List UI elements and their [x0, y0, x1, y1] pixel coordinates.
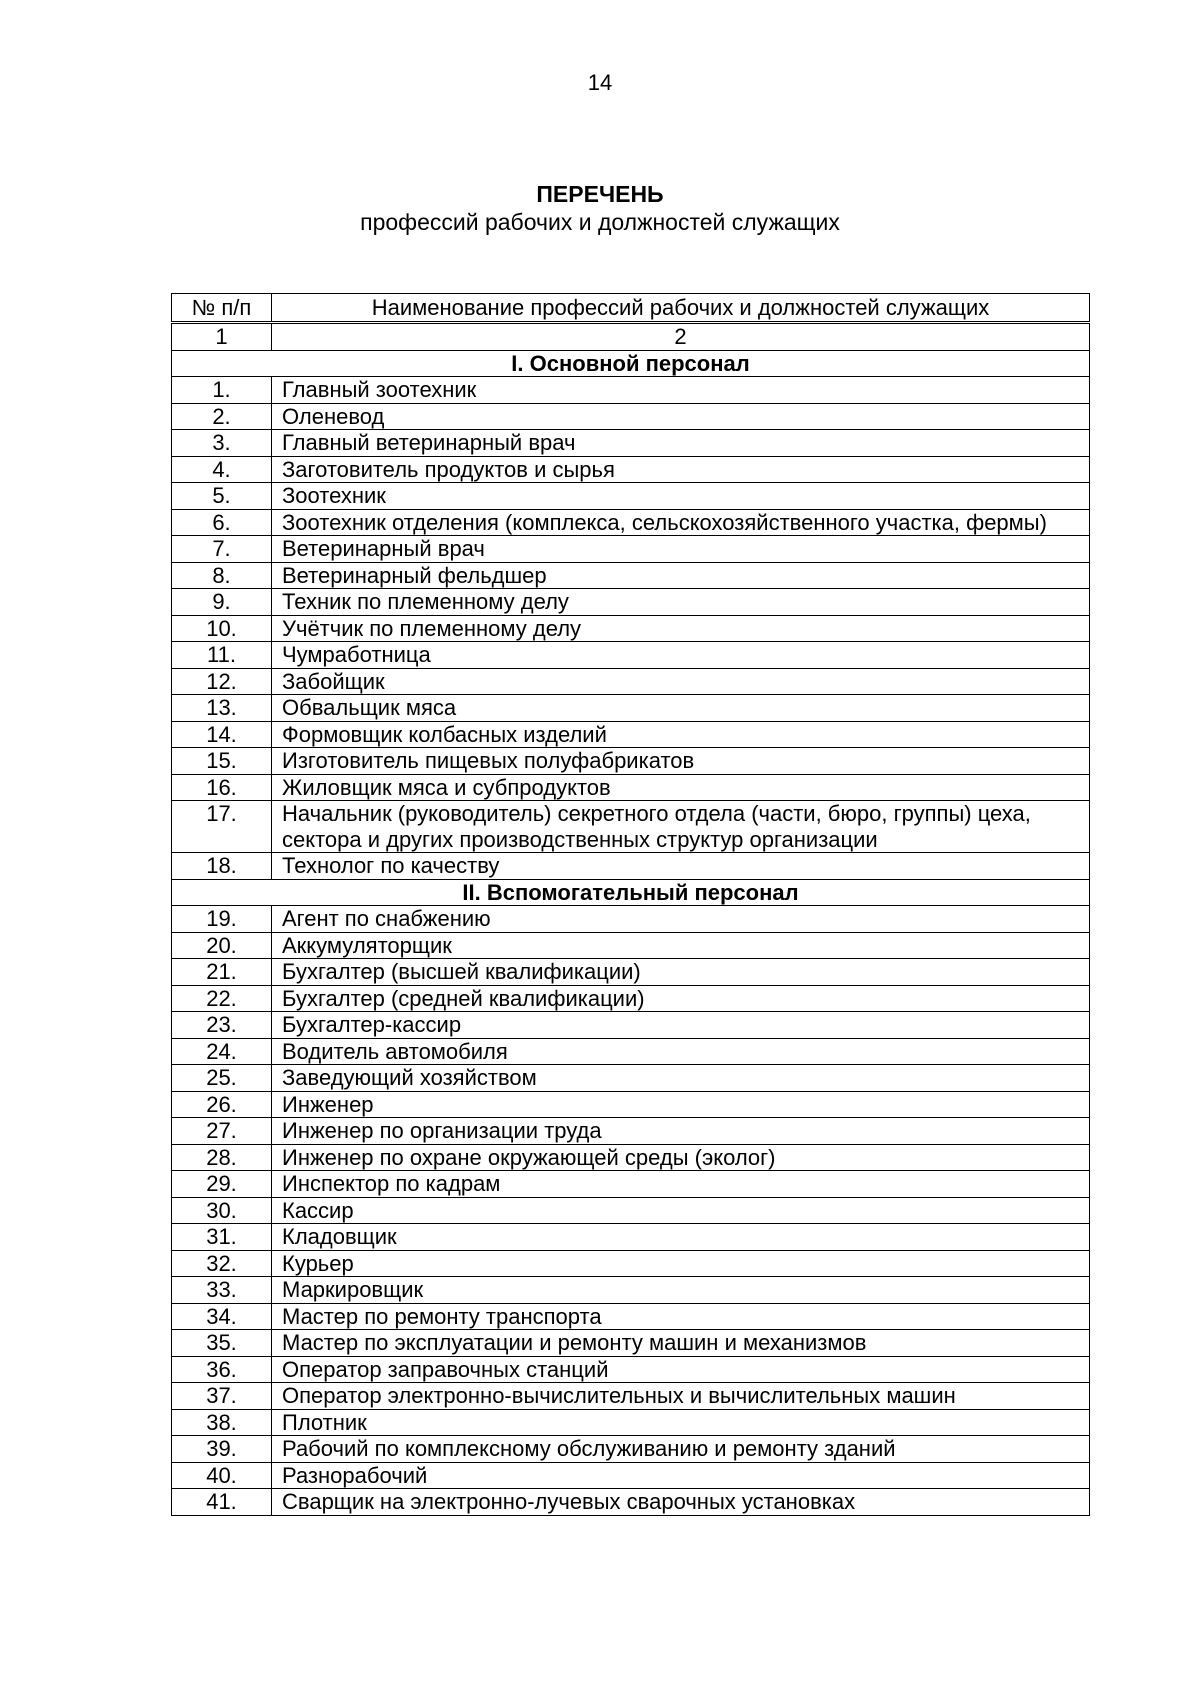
table-row: [172, 695, 1090, 722]
profession-name: Чумработница: [272, 642, 1090, 669]
column-number-row: [172, 323, 1090, 351]
table-row: [172, 1462, 1090, 1489]
table-row: [172, 1250, 1090, 1277]
table-row: [172, 589, 1090, 616]
profession-name: Забойщик: [272, 668, 1090, 695]
row-number: 3.: [172, 430, 272, 457]
section-title: II. Вспомогательный персонал: [172, 879, 1090, 906]
row-number: 26.: [172, 1091, 272, 1118]
table-row: [172, 932, 1090, 959]
profession-name: Ветеринарный врач: [272, 536, 1090, 563]
table-row: [172, 403, 1090, 430]
row-number: 16.: [172, 774, 272, 801]
profession-name: Кассир: [272, 1197, 1090, 1224]
profession-name: Маркировщик: [272, 1277, 1090, 1304]
row-number: 10.: [172, 615, 272, 642]
row-number: 27.: [172, 1118, 272, 1145]
profession-name: Рабочий по комплексному обслуживанию и ремонту зданий: [272, 1436, 1090, 1463]
profession-name: Техник по племенному делу: [272, 589, 1090, 616]
row-number: 25.: [172, 1065, 272, 1092]
row-number: 24.: [172, 1038, 272, 1065]
row-number: 36.: [172, 1356, 272, 1383]
table-row: [172, 1436, 1090, 1463]
profession-name: Инженер по охране окружающей среды (эколог): [272, 1144, 1090, 1171]
profession-name: Начальник (руководитель) секретного отдела (части, бюро, группы) цеха, сектора и других производственных структур организации: [272, 801, 1090, 853]
profession-name: Формовщик колбасных изделий: [272, 721, 1090, 748]
profession-name: Зоотехник: [272, 483, 1090, 510]
row-number: 11.: [172, 642, 272, 669]
row-number: 6.: [172, 509, 272, 536]
header-number: № п/п: [172, 294, 272, 323]
profession-name: Бухгалтер (средней квалификации): [272, 985, 1090, 1012]
row-number: 23.: [172, 1012, 272, 1039]
row-number: 15.: [172, 748, 272, 775]
table-row: [172, 430, 1090, 457]
row-number: 40.: [172, 1462, 272, 1489]
profession-name: Кладовщик: [272, 1224, 1090, 1251]
row-number: 39.: [172, 1436, 272, 1463]
row-number: 35.: [172, 1330, 272, 1357]
table-row: [172, 456, 1090, 483]
table-row: [172, 1356, 1090, 1383]
table-header-row: [172, 294, 1090, 323]
table-row: [172, 1012, 1090, 1039]
table-row: [172, 774, 1090, 801]
row-number: 14.: [172, 721, 272, 748]
table-row: [172, 1224, 1090, 1251]
table-row: [172, 562, 1090, 589]
profession-name: Плотник: [272, 1409, 1090, 1436]
profession-name: Заготовитель продуктов и сырья: [272, 456, 1090, 483]
row-number: 22.: [172, 985, 272, 1012]
table-row: [172, 748, 1090, 775]
section-title: I. Основной персонал: [172, 350, 1090, 377]
professions-table: [171, 293, 1090, 1516]
profession-name: Сварщик на электронно-лучевых сварочных установках: [272, 1489, 1090, 1516]
profession-name: Водитель автомобиля: [272, 1038, 1090, 1065]
profession-name: Инженер: [272, 1091, 1090, 1118]
table-row: [172, 1144, 1090, 1171]
profession-name: Оленевод: [272, 403, 1090, 430]
profession-name: Мастер по ремонту транспорта: [272, 1303, 1090, 1330]
profession-name: Бухгалтер-кассир: [272, 1012, 1090, 1039]
table-row: [172, 377, 1090, 404]
profession-name: Аккумуляторщик: [272, 932, 1090, 959]
table-row: [172, 1409, 1090, 1436]
row-number: 37.: [172, 1383, 272, 1410]
profession-name: Технолог по качеству: [272, 853, 1090, 880]
table-row: [172, 483, 1090, 510]
profession-name: Заведующий хозяйством: [272, 1065, 1090, 1092]
table-row: [172, 536, 1090, 563]
table-row: [172, 1118, 1090, 1145]
profession-name: Зоотехник отделения (комплекса, сельскохозяйственного участка, фермы): [272, 509, 1090, 536]
table-row: [172, 615, 1090, 642]
row-number: 34.: [172, 1303, 272, 1330]
profession-name: Оператор электронно-вычислительных и вычислительных машин: [272, 1383, 1090, 1410]
row-number: 21.: [172, 959, 272, 986]
profession-name: Курьер: [272, 1250, 1090, 1277]
profession-name: Инженер по организации труда: [272, 1118, 1090, 1145]
row-number: 41.: [172, 1489, 272, 1516]
row-number: 7.: [172, 536, 272, 563]
row-number: 18.: [172, 853, 272, 880]
table-row: [172, 985, 1090, 1012]
row-number: 29.: [172, 1171, 272, 1198]
table-row: [172, 906, 1090, 933]
profession-name: Ветеринарный фельдшер: [272, 562, 1090, 589]
row-number: 31.: [172, 1224, 272, 1251]
profession-name: Бухгалтер (высшей квалификации): [272, 959, 1090, 986]
profession-name: Обвальщик мяса: [272, 695, 1090, 722]
table-row: [172, 1038, 1090, 1065]
row-number: 19.: [172, 906, 272, 933]
row-number: 28.: [172, 1144, 272, 1171]
table-row: [172, 1171, 1090, 1198]
table-row: [172, 509, 1090, 536]
row-number: 20.: [172, 932, 272, 959]
table-row: [172, 642, 1090, 669]
table-row: [172, 959, 1090, 986]
table-row: [172, 1383, 1090, 1410]
profession-name: Изготовитель пищевых полуфабрикатов: [272, 748, 1090, 775]
row-number: 9.: [172, 589, 272, 616]
profession-name: Главный зоотехник: [272, 377, 1090, 404]
profession-name: Агент по снабжению: [272, 906, 1090, 933]
row-number: 12.: [172, 668, 272, 695]
profession-name: Разнорабочий: [272, 1462, 1090, 1489]
row-number: 17.: [172, 801, 272, 853]
table-row: [172, 721, 1090, 748]
column-number-1: 1: [172, 323, 272, 351]
table-row: [172, 1277, 1090, 1304]
column-number-2: 2: [272, 323, 1090, 351]
table-row: [172, 801, 1090, 853]
profession-name: Оператор заправочных станций: [272, 1356, 1090, 1383]
table-row: [172, 1065, 1090, 1092]
table-row: [172, 1091, 1090, 1118]
row-number: 33.: [172, 1277, 272, 1304]
table-row: [172, 1197, 1090, 1224]
page-number: 14: [587, 70, 613, 95]
table-row: [172, 1303, 1090, 1330]
row-number: 5.: [172, 483, 272, 510]
row-number: 38.: [172, 1409, 272, 1436]
row-number: 32.: [172, 1250, 272, 1277]
table-row: [172, 1489, 1090, 1516]
row-number: 4.: [172, 456, 272, 483]
table-row: [172, 853, 1090, 880]
header-name: Наименование профессий рабочих и должностей служащих: [272, 294, 1090, 323]
profession-name: Инспектор по кадрам: [272, 1171, 1090, 1198]
row-number: 13.: [172, 695, 272, 722]
document-subtitle: профессий рабочих и должностей служащих: [360, 209, 840, 235]
profession-name: Главный ветеринарный врач: [272, 430, 1090, 457]
table-row: [172, 1330, 1090, 1357]
row-number: 2.: [172, 403, 272, 430]
section-header-row: [172, 879, 1090, 906]
professions-table-body: [172, 294, 1090, 1516]
profession-name: Мастер по эксплуатации и ремонту машин и механизмов: [272, 1330, 1090, 1357]
table-row: [172, 668, 1090, 695]
section-header-row: [172, 350, 1090, 377]
row-number: 8.: [172, 562, 272, 589]
row-number: 1.: [172, 377, 272, 404]
row-number: 30.: [172, 1197, 272, 1224]
document-title: ПЕРЕЧЕНЬ: [536, 181, 664, 207]
profession-name: Жиловщик мяса и субпродуктов: [272, 774, 1090, 801]
profession-name: Учётчик по племенному делу: [272, 615, 1090, 642]
